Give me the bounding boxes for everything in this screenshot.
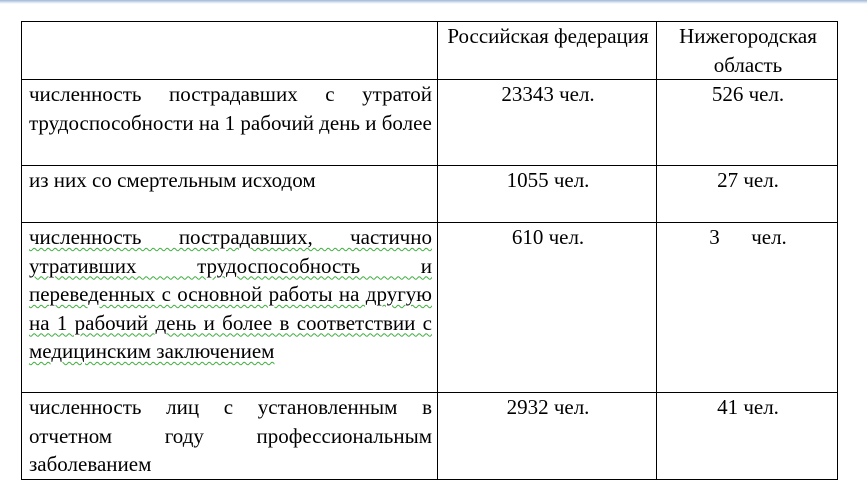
table-row: [22, 166, 838, 223]
row-value-russia: 1055 чел.: [438, 166, 657, 223]
row-label-occupational-disease: численность лиц с установленным в отчетном году профессиональным заболеванием: [22, 393, 438, 480]
table-row: [22, 223, 838, 393]
statistics-table: [21, 21, 838, 480]
header-cell-nizhny: Нижегородская область: [657, 22, 838, 80]
row-value-nizhny: 41 чел.: [657, 393, 838, 480]
row-value-russia: 2932 чел.: [438, 393, 657, 480]
row-value-nizhny: 3 чел.: [657, 223, 838, 393]
row-label-partial-disability: [22, 223, 438, 393]
table-row: [22, 80, 838, 166]
row-label-injured: численность пострадавших с утратой трудоспособности на 1 рабочий день и более: [22, 80, 438, 166]
row-value-russia: 23343 чел.: [438, 80, 657, 166]
row-value-nizhny: 27 чел.: [657, 166, 838, 223]
table-row: [22, 393, 838, 480]
row-label-fatal: из них со смертельным исходом: [22, 166, 438, 223]
header-cell-empty: [22, 22, 438, 80]
window-top-edge: [0, 0, 867, 4]
row-value-russia: 610 чел.: [438, 223, 657, 393]
header-cell-russia: Российская федерация: [438, 22, 657, 80]
table-header-row: [22, 22, 838, 80]
row-value-nizhny: 526 чел.: [657, 80, 838, 166]
spellcheck-underlined-text: численность пострадавших, частично утративших трудоспособность и переведенных с основной работы на другую на 1 рабочий день и более в соответствии с медицинским заключением: [29, 225, 432, 363]
